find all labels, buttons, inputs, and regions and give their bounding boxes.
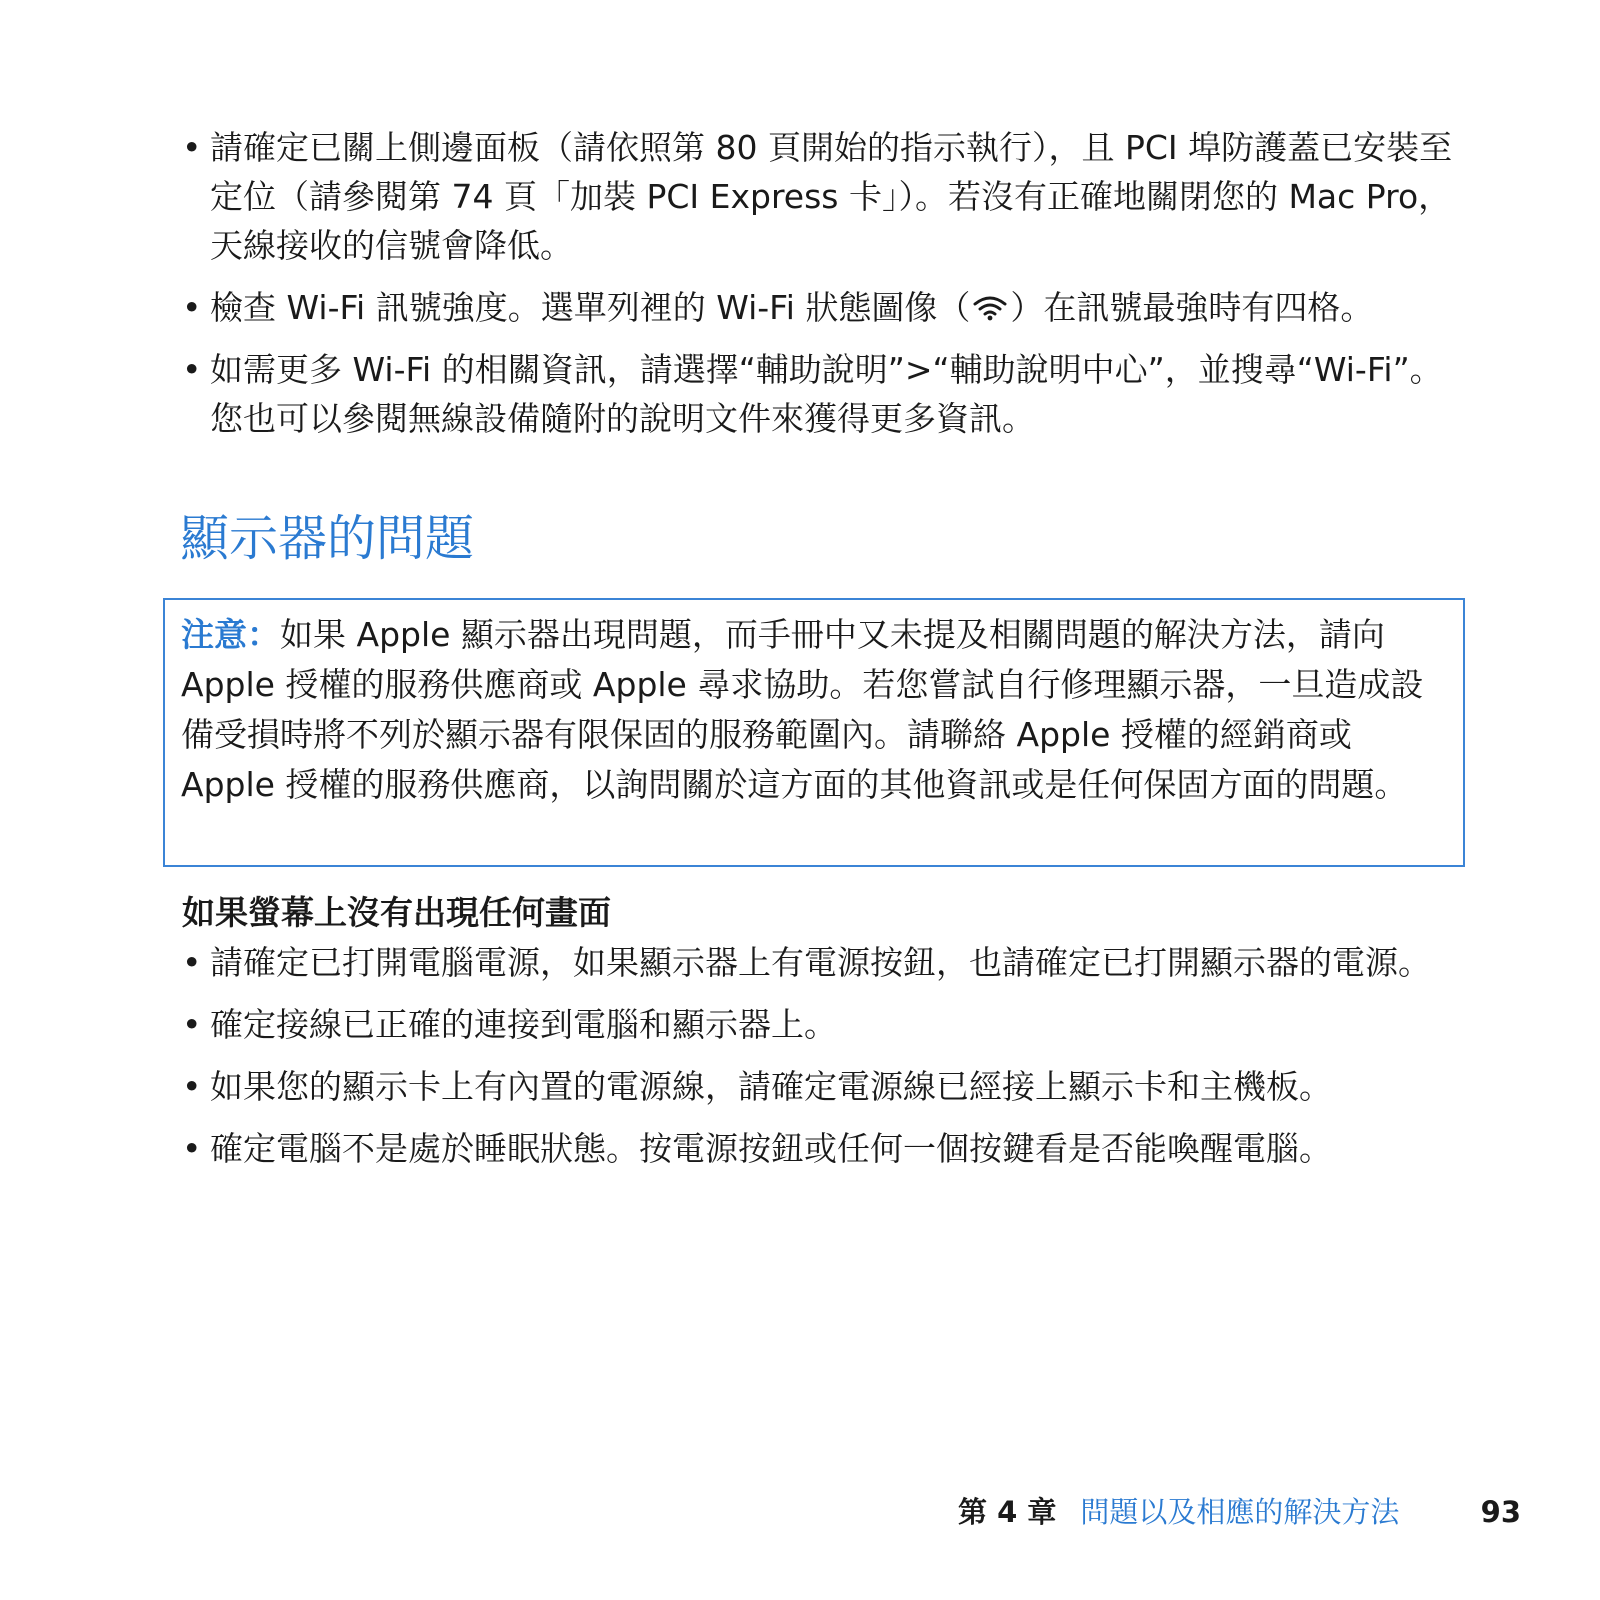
list-item-text: ）在訊號最強時有四格。 xyxy=(1010,288,1374,327)
page-footer xyxy=(958,1490,1521,1531)
list-item xyxy=(182,1000,1472,1049)
note-text xyxy=(181,610,1447,810)
list-item xyxy=(182,1062,1472,1111)
note-body: 如果 Apple 顯示器出現問題，而手冊中又未提及相關問題的解決方法，請向 Apple 授權的服務供應商或 Apple 尋求協助。若您嘗試自行修理顯示器，一旦造成設備受損時將不列於顯示器有限保固的服務範圍內。請聯絡 Apple 授權的經銷商或 Apple 授權的服務供應商，以詢問關於這方面的其他資訊或是任何保固方面的問題。 xyxy=(181,615,1424,804)
note-box xyxy=(163,598,1465,867)
footer-chapter-title: 問題以及相應的解決方法 xyxy=(1080,1495,1400,1529)
troubleshooting-bullet-list xyxy=(182,123,1472,456)
list-item-text: 確定電腦不是處於睡眠狀態。按電源按鈕或任何一個按鍵看是否能喚醒電腦。 xyxy=(210,1129,1332,1168)
note-label: 注意： xyxy=(181,615,280,654)
list-item xyxy=(182,1124,1472,1173)
wifi-icon xyxy=(973,295,1007,321)
footer-chapter: 第 4 章 xyxy=(958,1495,1057,1529)
list-item-text: 確定接線已正確的連接到電腦和顯示器上。 xyxy=(210,1005,837,1044)
list-item xyxy=(182,345,1472,443)
section-title: 顯示器的問題 xyxy=(180,510,475,567)
list-item-text: 如果您的顯示卡上有內置的電源線，請確定電源線已經接上顯示卡和主機板。 xyxy=(210,1067,1332,1106)
list-item xyxy=(182,283,1472,332)
list-item xyxy=(182,938,1472,987)
list-item-text: 檢查 Wi-Fi 訊號強度。選單列裡的 Wi-Fi 狀態圖像（ xyxy=(210,288,971,327)
list-item-text: 請確定已關上側邊面板（請依照第 80 頁開始的指示執行），且 PCI 埠防護蓋已安裝至定位（請參閱第 74 頁「加裝 PCI Express 卡」）。若沒有正確地關閉您的 Mac Pro，天線接收的信號會降低。 xyxy=(210,128,1453,265)
subsection-title: 如果螢幕上沒有出現任何畫面 xyxy=(182,893,611,932)
no-picture-bullet-list xyxy=(182,938,1472,1186)
list-item-text: 請確定已打開電腦電源，如果顯示器上有電源按鈕，也請確定已打開顯示器的電源。 xyxy=(210,943,1431,982)
list-item xyxy=(182,123,1472,270)
page-number: 93 xyxy=(1480,1495,1521,1529)
list-item-text: 如需更多 Wi-Fi 的相關資訊，請選擇“輔助說明”>“輔助說明中心”，並搜尋“Wi-Fi”。您也可以參閱無線設備隨附的說明文件來獲得更多資訊。 xyxy=(210,350,1443,438)
